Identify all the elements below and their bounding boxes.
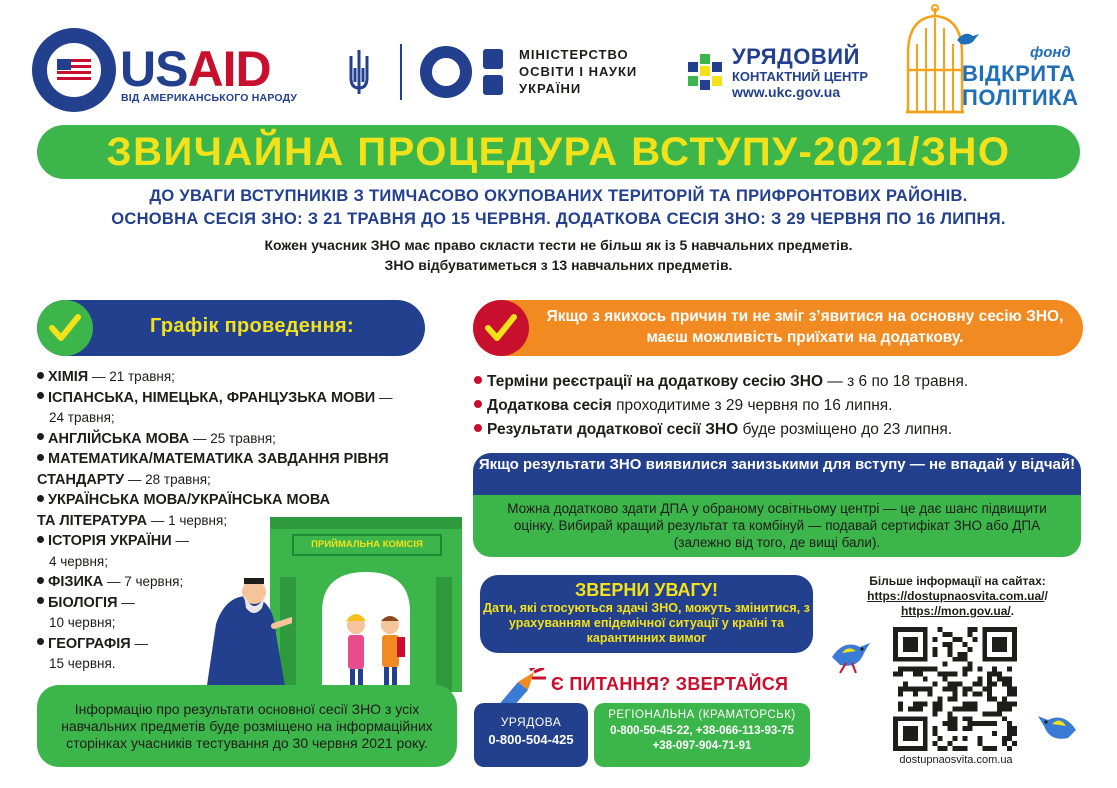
regional-hotline: РЕГІОНАЛЬНА (КРАМАТОРСЬК) 0-800-50-45-22, +38-066-113-93-75 +38-097-904-71-91 bbox=[594, 703, 810, 767]
low-results-heading: Якщо результати ЗНО виявилися занизькими для вступу — не впадай у відчай! bbox=[473, 453, 1081, 495]
regional-phones: 0-800-50-45-22, +38-066-113-93-75 bbox=[610, 725, 794, 737]
notice-line: ДО УВАГИ ВСТУПНИКІВ З ТИМЧАСОВО ОКУПОВАНИХ ТЕРИТОРІЙ ТА ПРИФРОНТОВИХ РАЙОНІВ. bbox=[149, 187, 968, 205]
check-icon bbox=[473, 300, 529, 356]
page-title: ЗВИЧАЙНА ПРОЦЕДУРА ВСТУПУ-2021/ЗНО bbox=[106, 129, 1011, 174]
schedule-item: БІОЛОГІЯ — 10 червня; bbox=[37, 593, 457, 634]
site-caption: dostupnaosvita.com.ua bbox=[899, 754, 1013, 766]
list-item: Терміни реєстрації на додаткову сесію ЗНО — з 6 по 18 травня. bbox=[474, 370, 1084, 394]
low-results-body: Можна додатково здати ДПА у обраному освітньому центрі — це дає шанс підвищити оцінку. Вибирай кращий результат та комбінуй — подавай сертифікат ЗНО або ДПА (залежно від того, де вищі бали). bbox=[507, 501, 1047, 550]
mon-square-icon bbox=[483, 75, 503, 95]
schedule-item: МАТЕМАТИКА/МАТЕМАТИКА ЗАВДАННЯ РІВНЯ СТАНДАРТУ — 28 травня; bbox=[37, 451, 389, 488]
bird-icon bbox=[826, 633, 874, 675]
professor-illustration bbox=[196, 574, 292, 692]
open-policy-logo-text: ВІДКРИТА ПОЛІТИКА bbox=[962, 61, 1079, 110]
low-results-card bbox=[473, 453, 1081, 557]
schedule-item: ГЕОГРАФІЯ — 15 червня. bbox=[37, 634, 457, 675]
questions-heading: Є ПИТАННЯ? ЗВЕРТАЙСЯ bbox=[551, 674, 789, 694]
mon-logo-text: МІНІСТЕРСТВО ОСВІТИ І НАУКИ УКРАЇНИ bbox=[519, 47, 638, 96]
more-info: Більше інформації на сайтах: https://dostupnaosvita.com.ua// https://mon.gov.ua/. bbox=[867, 574, 1048, 618]
ukc-grid-icon bbox=[688, 54, 724, 92]
list-item: Результати додаткової сесії ЗНО буде розміщено до 23 липня. bbox=[474, 418, 1084, 442]
attention-box bbox=[480, 575, 813, 653]
birdcage-icon bbox=[900, 4, 970, 116]
check-icon bbox=[37, 300, 93, 356]
mon-square-icon bbox=[483, 49, 503, 69]
additional-session-text: Якщо з якихось причин ти не зміг з’явитися на основну сесію ЗНО, маєш можливість приїхати на додаткову. bbox=[546, 308, 1064, 346]
mon-ring-icon bbox=[420, 46, 472, 98]
fund-label: фонд bbox=[1030, 44, 1071, 61]
schedule-item: УКРАЇНСЬКА МОВА/УКРАЇНСЬКА МОВА ТА ЛІТЕРАТУРА — 1 червня; bbox=[37, 492, 331, 529]
notice-line: ОСНОВНА СЕСІЯ ЗНО: З 21 ТРАВНЯ ДО 15 ЧЕРВНЯ. ДОДАТКОВА СЕСІЯ ЗНО: З 29 ЧЕРВНЯ ПО 16 ЛИПНЯ. bbox=[111, 210, 1006, 228]
attention-body: Дати, які стосуються здачі ЗНО, можуть змінитися, з урахуванням епідемічної ситуації у країні та карантинних вимог bbox=[483, 601, 810, 645]
schedule-item: ХІМІЯ — 21 травня; bbox=[37, 367, 457, 388]
additional-session-list bbox=[474, 370, 1084, 442]
rule-line: ЗНО відбуватиметься з 13 навчальних предметів. bbox=[384, 257, 733, 273]
flag-icon bbox=[57, 59, 91, 81]
usaid-seal-logo bbox=[32, 28, 116, 112]
qr-code bbox=[893, 627, 1017, 751]
attention-heading: ЗВЕРНИ УВАГУ! bbox=[575, 580, 718, 600]
title-banner bbox=[37, 125, 1080, 179]
schedule-item: АНГЛІЙСЬКА МОВА — 25 травня; bbox=[37, 429, 457, 450]
website-link[interactable]: https://dostupnaosvita.com.ua/ bbox=[867, 589, 1045, 603]
schedule-title: Графік проведення: bbox=[150, 315, 354, 337]
trident-icon bbox=[348, 48, 370, 96]
government-phone: 0-800-504-425 bbox=[488, 732, 574, 747]
regional-phones: +38-097-904-71-91 bbox=[652, 740, 752, 752]
government-hotline: УРЯДОВА 0-800-504-425 bbox=[474, 703, 588, 767]
logo-divider bbox=[400, 44, 402, 100]
ukc-logo-text: УРЯДОВИЙ КОНТАКТНИЙ ЦЕНТР www.ukc.gov.ua bbox=[732, 44, 868, 100]
schedule-item: ІСПАНСЬКА, НІМЕЦЬКА, ФРАНЦУЗЬКА МОВИ — 24 травня; bbox=[37, 388, 457, 429]
results-info-box: Інформацію про результати основної сесії ЗНО з усіх навчальних предметів буде розміщено на інформаційних сторінках учасників тестування до 30 червня 2021 року. bbox=[37, 685, 457, 767]
usaid-tagline: ВІД АМЕРИКАНСЬКОГО НАРОДУ bbox=[121, 92, 298, 104]
schedule-item: ІСТОРІЯ УКРАЇНИ — 4 червня; bbox=[37, 531, 457, 572]
website-link[interactable]: https://mon.gov.ua/ bbox=[900, 604, 1011, 618]
bird-icon bbox=[1036, 706, 1082, 748]
schedule-item: ФІЗИКА — 7 червня; bbox=[37, 572, 457, 593]
bird-icon bbox=[955, 28, 981, 48]
admission-commission-sign: ПРИЙМАЛЬНА КОМІСІЯ bbox=[292, 534, 442, 556]
usaid-logo: USAID bbox=[120, 41, 271, 97]
list-item: Додаткова сесія проходитиме з 29 червня по 16 липня. bbox=[474, 394, 1084, 418]
rule-line: Кожен учасник ЗНО має право скласти тести не більш як із 5 навчальних предметів. bbox=[264, 237, 853, 253]
